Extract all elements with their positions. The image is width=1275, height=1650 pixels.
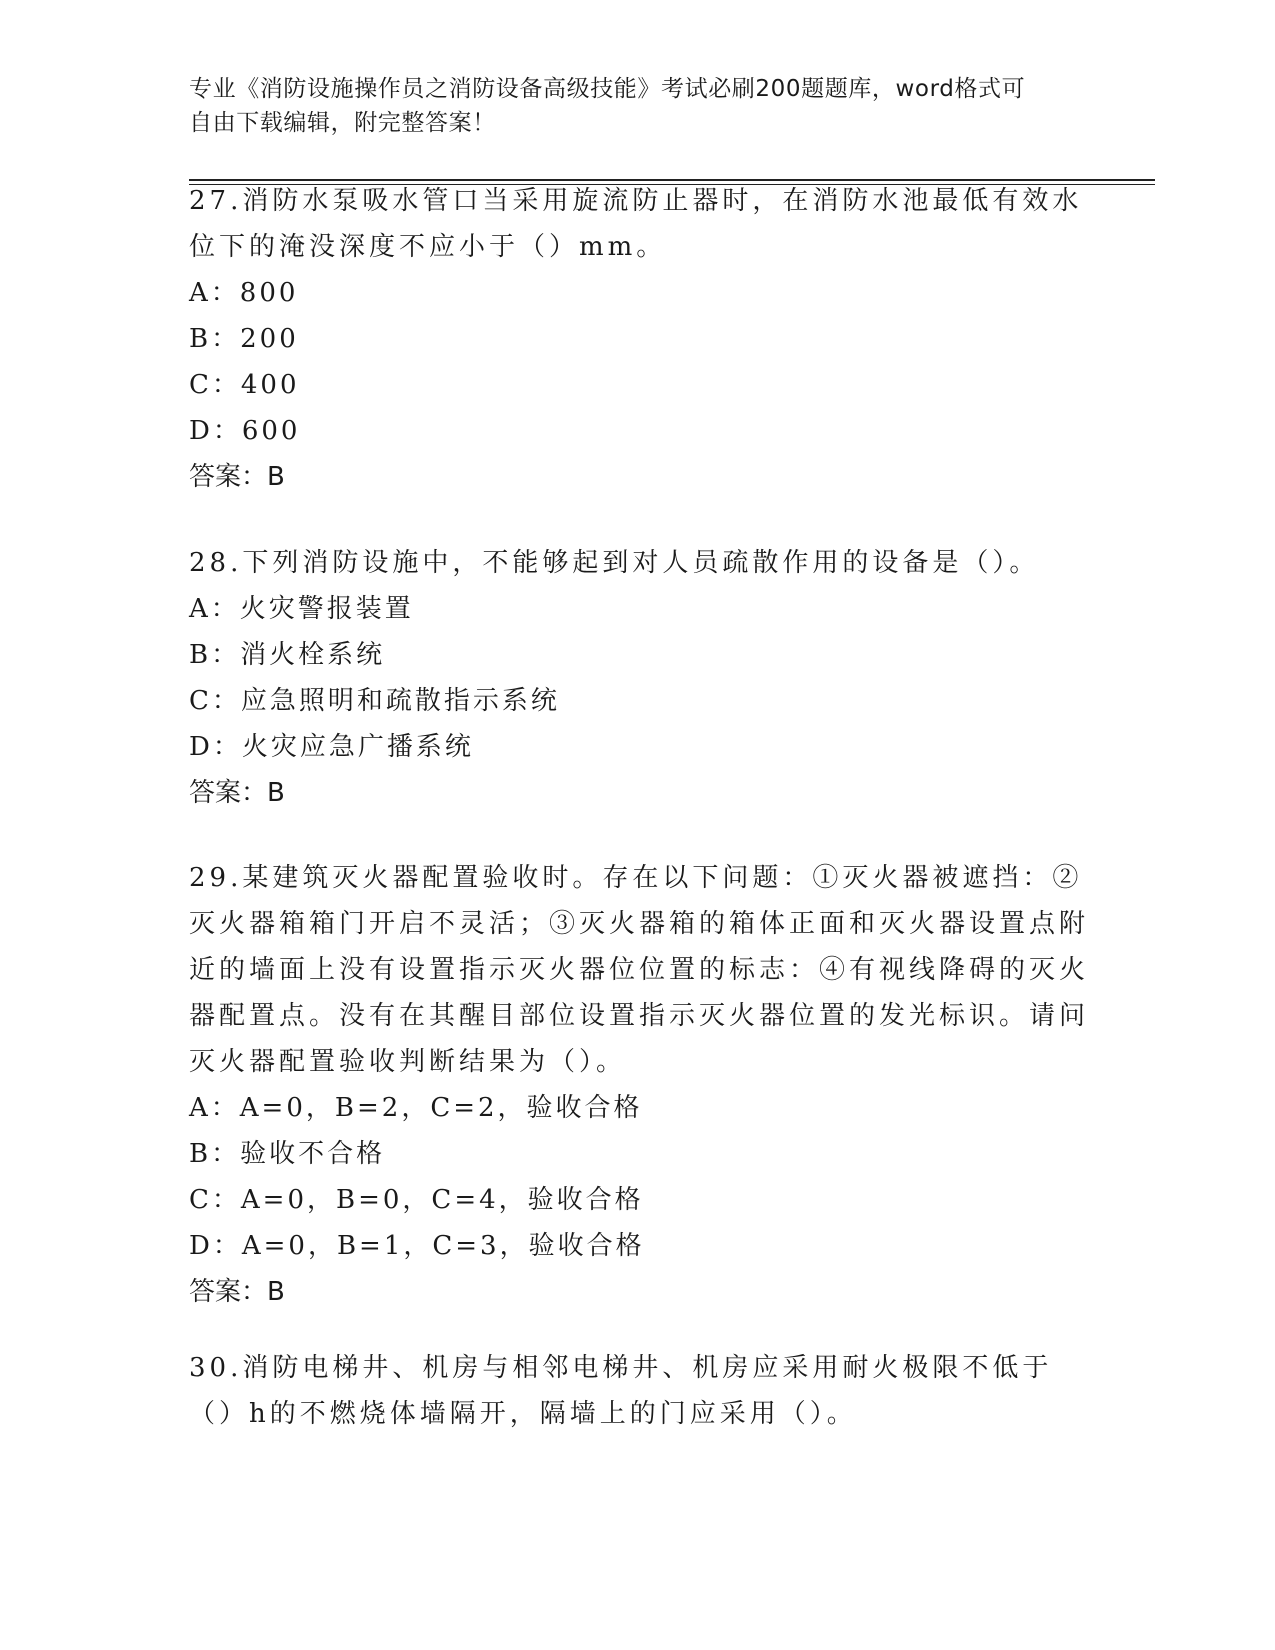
option-a: A：800 bbox=[189, 278, 299, 308]
option-c: C：400 bbox=[189, 370, 300, 400]
question-27 bbox=[189, 178, 1089, 500]
answer-label: 答案：B bbox=[189, 778, 285, 808]
question-28 bbox=[189, 540, 1089, 816]
answer-label: 答案：B bbox=[189, 462, 285, 492]
document-header bbox=[189, 72, 1069, 140]
question-stem: 27.消防水泵吸水管口当采用旋流防止器时，在消防水池最低有效水位下的淹没深度不应小于（）mm。 bbox=[189, 186, 1083, 262]
option-d: D：火灾应急广播系统 bbox=[189, 732, 474, 762]
question-30 bbox=[189, 1345, 1089, 1437]
option-d: D：A=0，B=1，C=3，验收合格 bbox=[189, 1231, 645, 1261]
option-b: B：200 bbox=[189, 324, 299, 354]
option-b: B：验收不合格 bbox=[189, 1139, 386, 1169]
option-a: A：A=0，B=2，C=2，验收合格 bbox=[189, 1093, 643, 1123]
question-stem: 30.消防电梯井、机房与相邻电梯井、机房应采用耐火极限不低于（）h的不燃烧体墙隔开，隔墙上的门应采用（）。 bbox=[189, 1353, 1053, 1429]
option-b: B：消火栓系统 bbox=[189, 640, 386, 670]
question-29 bbox=[189, 855, 1089, 1315]
option-a: A：火灾警报装置 bbox=[189, 594, 414, 624]
header-line-2: 自由下载编辑，附完整答案！ bbox=[189, 110, 496, 136]
option-c: C：A=0，B=0，C=4，验收合格 bbox=[189, 1185, 644, 1215]
option-c: C：应急照明和疏散指示系统 bbox=[189, 686, 560, 716]
option-d: D：600 bbox=[189, 416, 301, 446]
question-stem: 29.某建筑灭火器配置验收时。存在以下问题：①灭火器被遮挡：②灭火器箱箱门开启不灵活；③灭火器箱的箱体正面和灭火器设置点附近的墙面上没有设置指示灭火器位位置的标志：④有视线降碍的灭火器配置点。没有在其醒目部位设置指示灭火器位置的发光标识。请问灭火器配置验收判断结果为（）。 bbox=[189, 863, 1090, 1077]
question-stem: 28.下列消防设施中，不能够起到对人员疏散作用的设备是（）。 bbox=[189, 548, 1040, 578]
header-line-1: 专业《消防设施操作员之消防设备高级技能》考试必刷200题题库，word格式可 bbox=[189, 76, 1026, 102]
answer-label: 答案：B bbox=[189, 1277, 285, 1307]
